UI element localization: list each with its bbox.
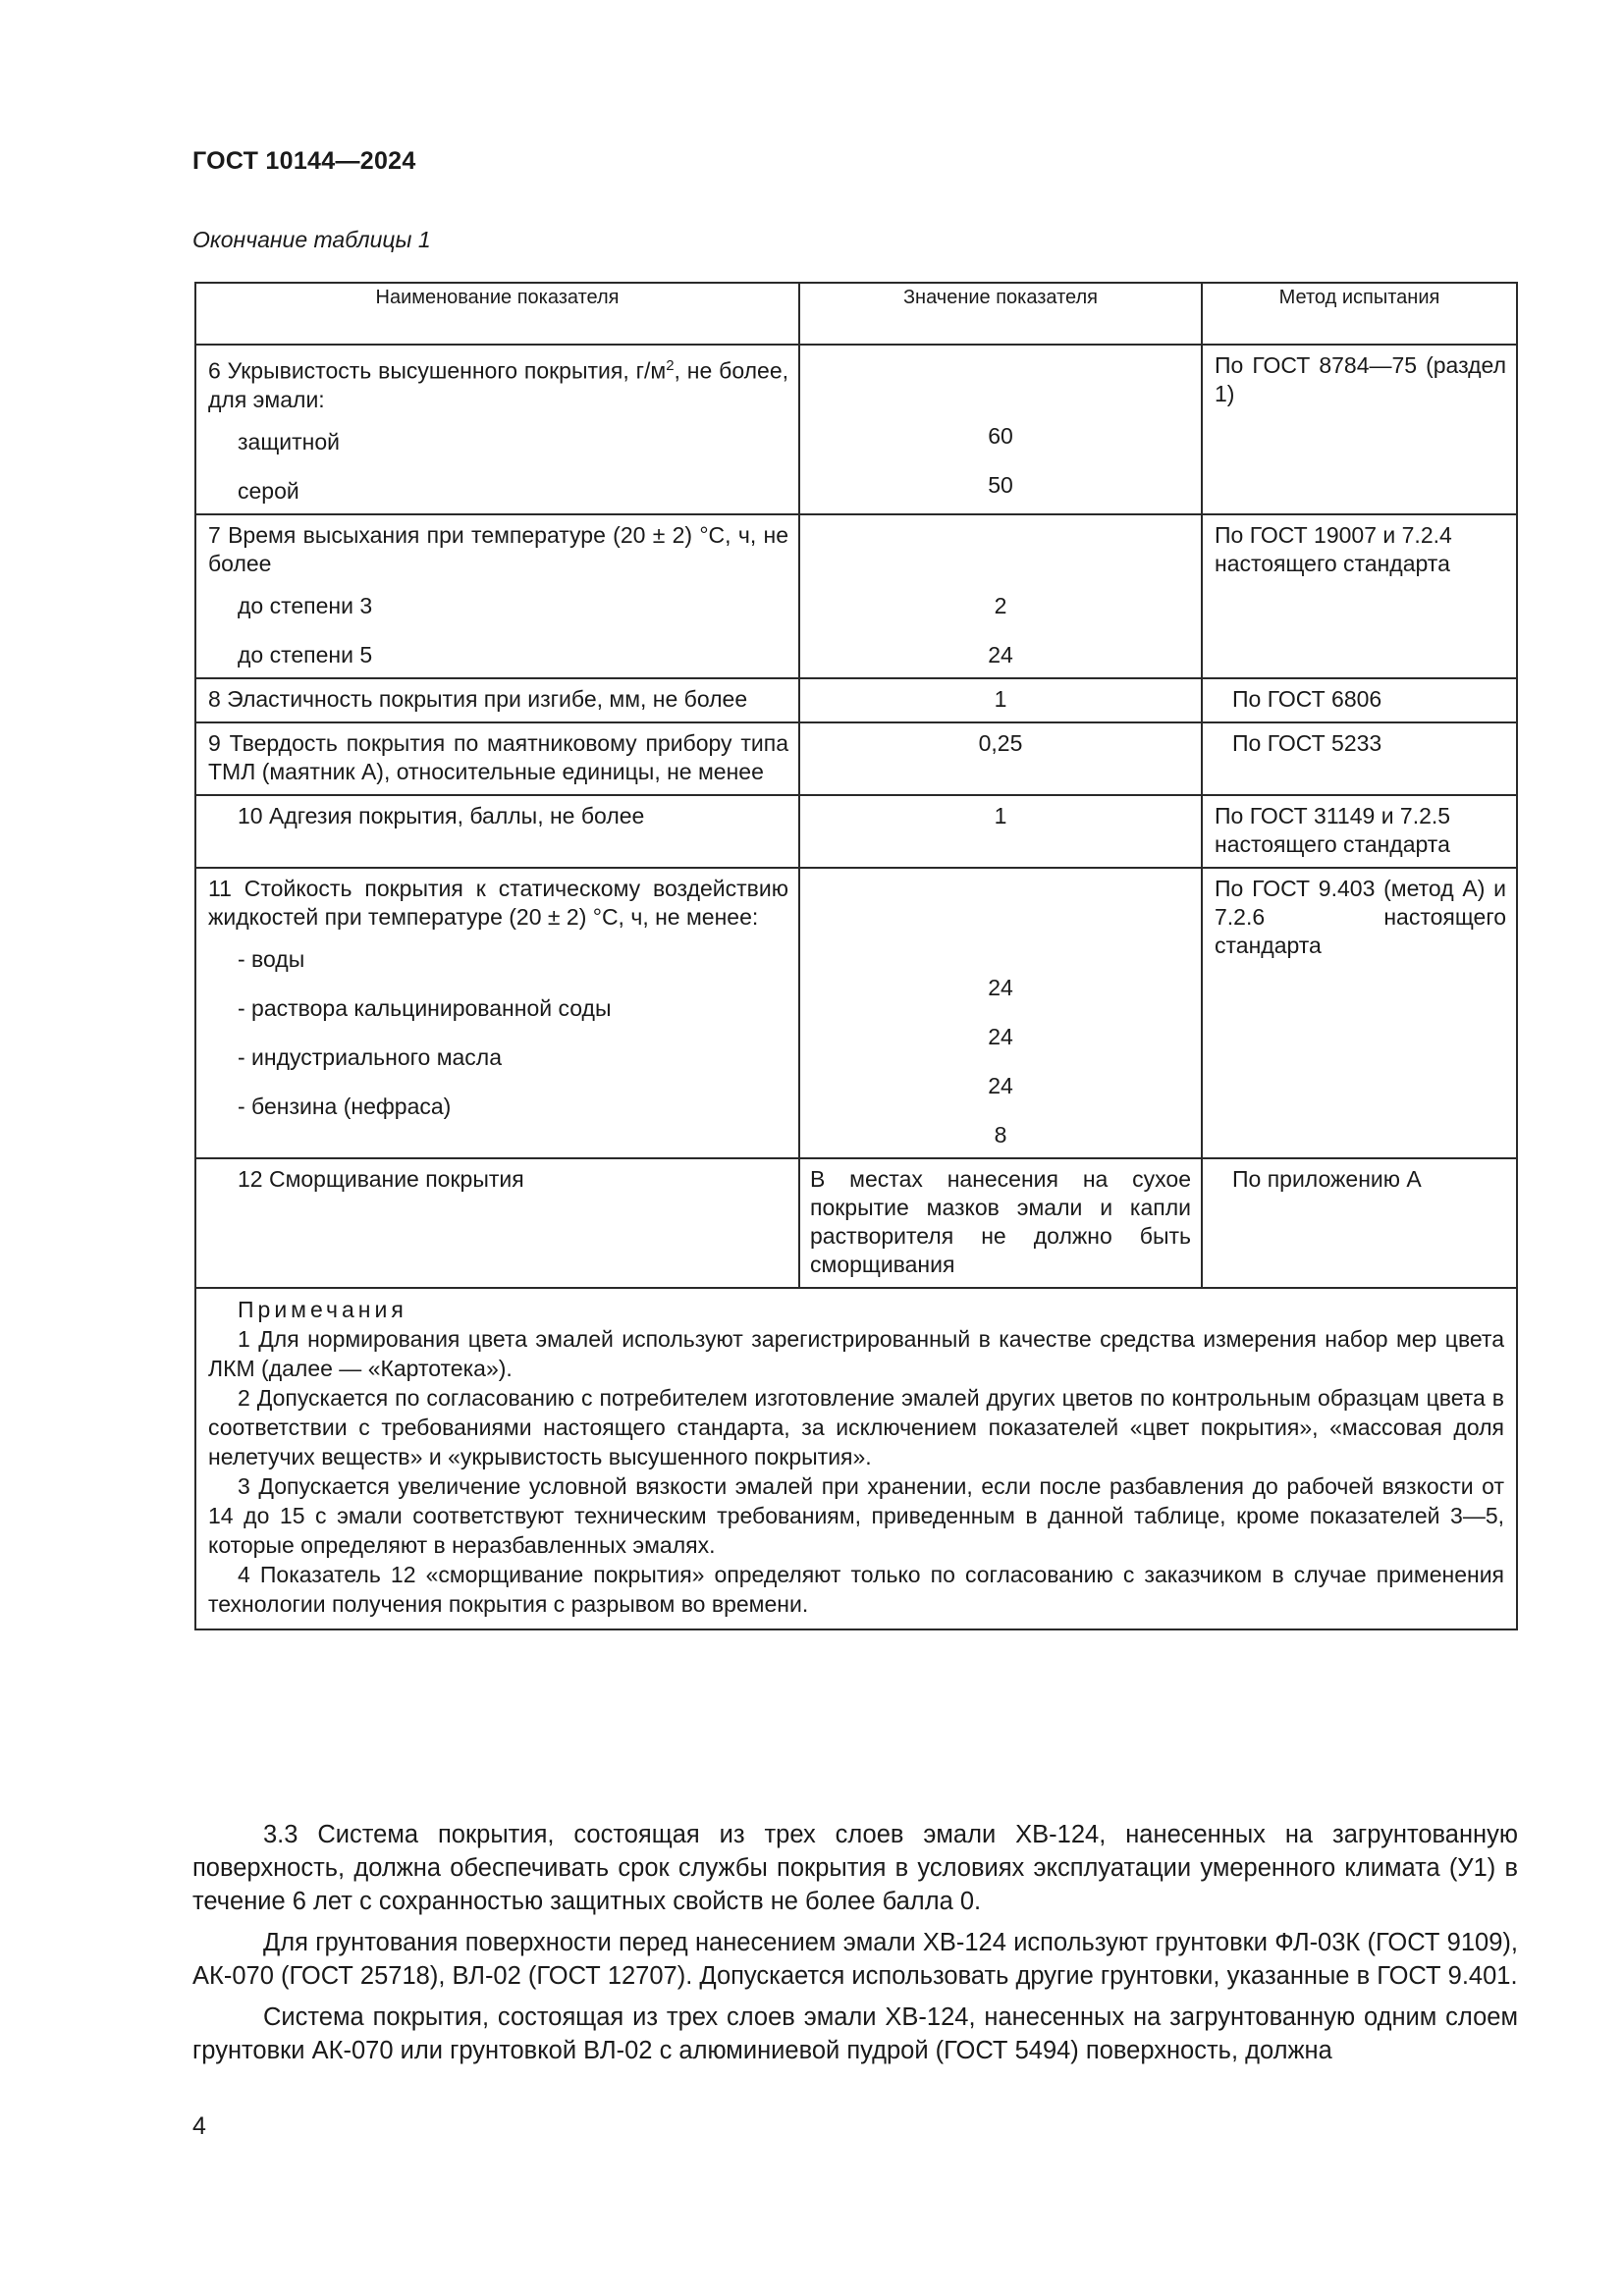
note-item: 3 Допускается увеличение условной вязкости эмалей при хранении, если после разбавления до рабочей вязкости от 14 до 15 с эмали соответствуют техническим требованиям, приведенным в данной таблице, кроме показателей 3—5, которые определяют в неразбавленных эмалях.	[208, 1472, 1504, 1558]
row-value: 8	[994, 1121, 1007, 1148]
row-method: По приложению А	[1232, 1165, 1422, 1192]
table-row	[195, 1158, 1517, 1288]
row-subitem: защитной	[238, 428, 340, 454]
row-title: 6 Укрывистость высушенного покрытия, $г/м^2$, не более, для эмали:	[208, 357, 788, 412]
row-subitem: - бензина (нефраса)	[238, 1093, 452, 1119]
row-value: 60	[988, 423, 1013, 449]
row-value: 50	[988, 472, 1013, 498]
note-item: 1 Для нормирования цвета эмалей используют зарегистрированный в качестве средства измерения набор мер цвета ЛКМ (далее — «Картотека»).	[208, 1325, 1504, 1381]
row-value: 24	[988, 1072, 1013, 1098]
row-subitem: серой	[238, 477, 299, 504]
table-row	[195, 795, 1517, 868]
table-row	[195, 868, 1517, 1158]
row-value: 1	[994, 802, 1007, 828]
body-text	[192, 1818, 1518, 2075]
row-title: 11 Стойкость покрытия к статическому воздействию жидкостей при температуре (20 ± 2) °С, ч, не менее:	[208, 875, 788, 930]
table-caption: Окончание таблицы 1	[192, 227, 431, 252]
row-method: По ГОСТ 5233	[1232, 729, 1382, 756]
note-item: 2 Допускается по согласованию с потребителем изготовление эмалей других цветов по контрольным образцам цвета в соответствии с требованиями настоящего стандарта, за исключением показателей «цвет покрытия», «массовая доля нелетучих веществ» и «укрывистость высушенного покрытия».	[208, 1384, 1504, 1469]
specification-table	[194, 282, 1518, 1630]
row-title: 10 Адгезия покрытия, баллы, не более	[238, 802, 645, 828]
row-value: 24	[988, 1023, 1013, 1049]
column-header: Наименование показателя	[195, 283, 799, 345]
row-method: По ГОСТ 6806	[1232, 685, 1382, 712]
row-title: 7 Время высыхания при температуре (20 ± 2) °С, ч, не более	[208, 521, 788, 576]
row-subitem: - воды	[238, 945, 305, 972]
row-title: 9 Твердость покрытия по маятниковому прибору типа ТМЛ (маятник А), относительные единицы, не менее	[208, 729, 788, 784]
row-title: 12 Сморщивание покрытия	[238, 1165, 524, 1192]
paragraph: Система покрытия, состоящая из трех слоев эмали ХВ-124, нанесенных на загрунтованную одним слоем грунтовки АК-070 или грунтовкой ВЛ-02 с алюминиевой пудрой (ГОСТ 5494) поверхность, должна	[192, 2003, 1518, 2064]
column-header: Метод испытания	[1202, 283, 1517, 345]
notes-row	[195, 1288, 1517, 1629]
paragraph: Для грунтования поверхности перед нанесением эмали ХВ-124 используют грунтовки ФЛ-03К (ГОСТ 9109), АК-070 (ГОСТ 25718), ВЛ-02 (ГОСТ 12707). Допускается использовать другие грунтовки, указанные в ГОСТ 9.401.	[192, 1929, 1518, 1990]
document-code: ГОСТ 10144—2024	[192, 147, 416, 175]
row-method: По ГОСТ 8784—75 (раздел 1)	[1215, 352, 1506, 406]
row-method: По ГОСТ 9.403 (метод А) и 7.2.6 настоящего стандарта	[1215, 875, 1506, 958]
note-item: 4 Показатель 12 «сморщивание покрытия» определяют только по согласованию с заказчиком в случае применения технологии получения покрытия с разрывом во времени.	[208, 1561, 1504, 1617]
table-row	[195, 678, 1517, 722]
row-value: 1	[994, 685, 1007, 712]
table-row	[195, 514, 1517, 678]
notes-title: Примечания	[238, 1296, 407, 1322]
table-row	[195, 345, 1517, 514]
row-value: 2	[994, 592, 1007, 618]
row-subitem: - индустриального масла	[238, 1043, 503, 1070]
table-row	[195, 722, 1517, 795]
row-method: По ГОСТ 31149 и 7.2.5 настоящего стандарта	[1215, 802, 1451, 857]
row-value: В местах нанесения на сухое покрытие мазков эмали и капли растворителя не должно быть сморщивания	[810, 1165, 1191, 1277]
row-title: 8 Эластичность покрытия при изгибе, мм, не более	[208, 685, 748, 712]
column-header: Значение показателя	[799, 283, 1202, 345]
row-subitem: до степени 3	[238, 592, 373, 618]
row-value: 24	[988, 641, 1013, 667]
table-header-row	[195, 283, 1517, 345]
paragraph: 3.3 Система покрытия, состоящая из трех слоев эмали ХВ-124, нанесенных на загрунтованную поверхность, должна обеспечивать срок службы покрытия в условиях эксплуатации умеренного климата (У1) в течение 6 лет с сохранностью защитных свойств не более балла 0.	[192, 1821, 1518, 1915]
page-number: 4	[192, 2112, 206, 2140]
row-subitem: до степени 5	[238, 641, 373, 667]
row-method: По ГОСТ 19007 и 7.2.4 настоящего стандарта	[1215, 521, 1452, 576]
row-value: 0,25	[978, 729, 1023, 756]
row-subitem: - раствора кальцинированной соды	[238, 994, 612, 1021]
row-value: 24	[988, 974, 1013, 1000]
